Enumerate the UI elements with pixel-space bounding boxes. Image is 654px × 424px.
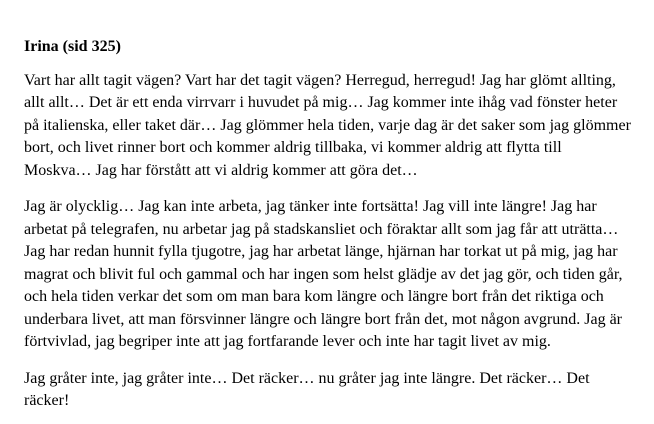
- paragraph: Jag är olycklig… Jag kan inte arbeta, jag tänker inte fortsätta! Jag vill inte längre! Jag har arbetat på telegrafen, nu arbetar jag på stadskansliet och föraktar allt som jag får att uträtta… Jag har redan hunnit fylla tjugotre, jag har arbetat länge, hjärnan har torkat ut på mig, jag har magrat och blivit ful och gammal och har ingen som helst glädje av det jag gör, och tiden går, och hela tiden verkar det som om man bara kom längre och längre bort från det riktiga och underbara livet, att man försvinner längre och längre bort från det, mot någon avgrund. Jag är förtvivlad, jag begriper inte att jag fortfarande lever och inte har tagit livet av mig.: [24, 198, 623, 350]
- paragraph: Jag gråter inte, jag gråter inte… Det räcker… nu gråter jag inte längre. Det räcker… Det räcker!: [24, 369, 590, 409]
- document-title: Irina (sid 325): [24, 38, 121, 55]
- document-content: [24, 36, 631, 424]
- paragraph: Vart har allt tagit vägen? Vart har det tagit vägen? Herregud, herregud! Jag har glömt allting, allt allt… Det är ett enda virrvarr i huvudet på mig… Jag kommer inte ihåg vad fönster heter på italienska, eller taket där… Jag glömmer hela tiden, varje dag är det saker som jag glömmer bort, och livet rinner bort och kommer aldrig tillbaka, vi kommer aldrig att flytta till Moskva… Jag har förstått att vi aldrig kommer att göra det…: [24, 71, 631, 179]
